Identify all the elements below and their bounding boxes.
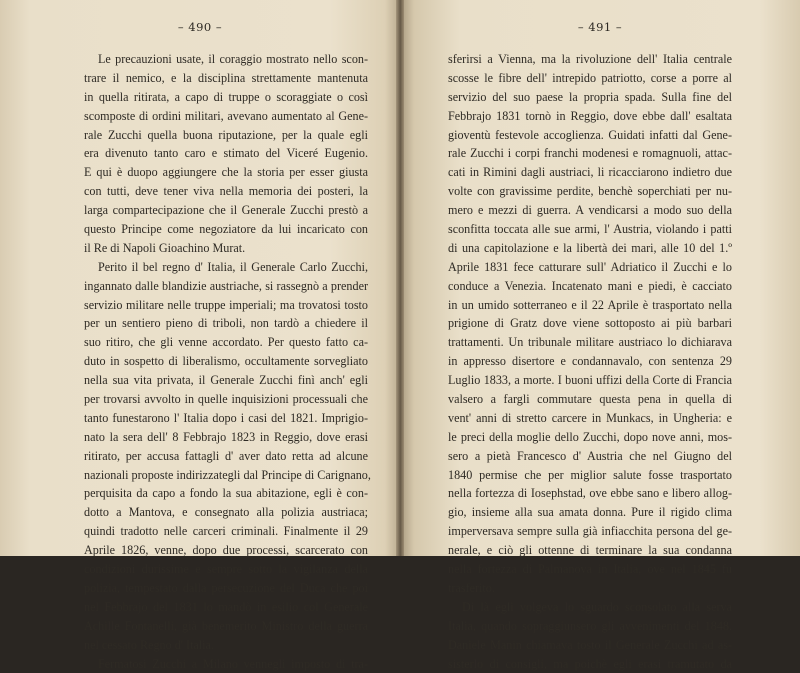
text-line: le preci della moglie dello Zucchi, dopo nove anni, mos-: [448, 428, 732, 447]
text-line: questo Principe come negoziatore da lui incaricato con: [84, 220, 368, 239]
text-line: Achille Fontanelli, già benemerito Ministro della guerra: [84, 617, 368, 636]
text-line: sferirsi a Vienna, ma la rivoluzione dell' Italia centrale: [448, 50, 732, 69]
text-line: Febbrajo 1831 tornò in Reggio, dove ebbe dall' esaltata: [448, 107, 732, 126]
text-line: rale Zucchi i corpi franchi modenesi e romagnuoli, attac-: [448, 144, 732, 163]
text-line: Aprile 1826, venne, dopo due processi, scarcerato con: [84, 541, 368, 560]
text-line: prigione di Gratz dove viene sottoposto ai più barbari: [448, 314, 732, 333]
text-line: nella sua vita privata, il Generale Zucchi finì anch' egli: [84, 371, 368, 390]
text-line: Di là egli volgeva lo sguardo sconsolato alla serva: [448, 598, 732, 617]
text-line: quindi tradotto nelle carceri criminali. Finalmente il 29: [84, 522, 368, 541]
text-line: il Re di Napoli Gioachino Murat.: [84, 239, 368, 258]
text-line: per un sentiero pieno di triboli, non tardò a chiedere il: [84, 314, 368, 333]
text-line: gioventù festevole accoglienza. Guidati infatti dal Gene-: [448, 126, 732, 145]
text-line: nella fortezza di Palmanova in Italia, ove nel 1845 fu: [448, 560, 732, 579]
text-line: E qui è duopo aggiungere che la storia per esser giusta: [84, 163, 368, 182]
text-line: nella fortezza di Iosephstad, ove ebbe sano e libero allog-: [448, 484, 732, 503]
text-line: trare il nemico, e la disciplina strettamente mantenuta: [84, 69, 368, 88]
left-page: [0, 0, 400, 556]
text-line: rale Zucchi quella buona riputazione, per la quale egli: [84, 126, 368, 145]
text-line: volte con gravissime perdite, benchè soperchiati per nu-: [448, 182, 732, 201]
text-line: per trovarsi avvolto in quelle inquisizioni processuali che: [84, 390, 368, 409]
text-line: nazionali proposte indirizzategli dal Principe di Carignano,: [84, 466, 368, 485]
right-page-number: – 491 –: [400, 20, 800, 34]
text-line: nerale, e ciò gli ottenne di terminare la sua condanna: [448, 541, 732, 560]
text-line: cati in Rimini dagli austriaci, li ricacciarono indietro due: [448, 163, 732, 182]
text-line: gio, insieme alla sua amata donna. Pure il rigido clima: [448, 503, 732, 522]
text-line: vent' anni di stretto carcere in Munkacs, in Ungheria: e: [448, 409, 732, 428]
right-page-text: [448, 50, 732, 673]
left-page-text: [84, 50, 368, 673]
book-gutter: [396, 0, 404, 556]
text-line: servizio del suo paese la propria spada. Sulla fine del: [448, 88, 732, 107]
text-line: condizioni durissime e sempre sotto la vigilanza della: [84, 560, 368, 579]
text-line: in appresso disertore e condannavalo, con sentenza 29: [448, 352, 732, 371]
text-line: larga compartecipazione che il Generale Zucchi prestò a: [84, 201, 368, 220]
text-line: Perito il bel regno d' Italia, il Generale Carlo Zucchi,: [84, 258, 368, 277]
right-page: [400, 0, 800, 556]
text-line: valsero a fargli commutare questa pena in quella di: [448, 390, 732, 409]
text-line: Daniele Manin chiamava tosto il Generale Zucchi ad as-: [448, 636, 732, 655]
text-line: Fermatosi Zucchi a Milano vennegli imposto di tra-: [84, 655, 368, 673]
text-line: scosse le fibre dell' intrepido patriotto, corse a porre al: [448, 69, 732, 88]
text-line: polizia, tempestato dalla persecuzione del Duca che poi: [84, 579, 368, 598]
text-line: imperversava sempre sulla già infiacchita persona del ge-: [448, 522, 732, 541]
text-line: in un umido sotterraneo e il 22 Aprile è trasportato nella: [448, 296, 732, 315]
text-line: ingannato dalle blandizie austriache, si rassegnò a prender: [84, 277, 368, 296]
text-line: Aprile 1831 fece catturare sull' Adriatico il Zucchi e lo: [448, 258, 732, 277]
text-line: mero e mezzi di guerra. A vendicarsi a modo suo della: [448, 201, 732, 220]
text-line: tanto funestarono l' Italia dopo i casi del 1821. Imprigio-: [84, 409, 368, 428]
text-line: suo ritiro, che gli venne accordato. Per questo fatto ca-: [84, 333, 368, 352]
text-line: conduce a Venezia. Incatenato mani e piedi, è cacciato: [448, 277, 732, 296]
text-line: con tutti, deve tener viva nella memoria dei posteri, la: [84, 182, 368, 201]
text-line: nel cessato Regno d' Italia.: [84, 636, 368, 655]
text-line: Italia, quando sopraggiunsero gli avvenimenti del 1848.: [448, 617, 732, 636]
text-line: nato la sera dell' 8 Febbrajo 1823 in Reggio, dove erasi: [84, 428, 368, 447]
text-line: trattamenti. Un tribunale militare austriaco lo dichiarava: [448, 333, 732, 352]
text-line: in quella ritirata, a capo di truppe o scoraggiate o così: [84, 88, 368, 107]
text-line: nel Febbrajo del 1831 lo mandò in esilio col Generale: [84, 598, 368, 617]
text-line: sconfitta toccata alle sue armi, l' Austria, violando i patti: [448, 220, 732, 239]
text-line: servizio militare nelle truppe imperiali; ma trovatosi tosto: [84, 296, 368, 315]
text-line: 1840 permise che per miglior salute fosse trasportato: [448, 466, 732, 485]
left-page-number: – 490 –: [0, 20, 400, 34]
text-line: perquisita da capo a fondo la sua abitazione, egli è con-: [84, 484, 368, 503]
text-line: ritirato, per accusa fattagli d' aver dato retta ad alcune: [84, 447, 368, 466]
text-line: era divenuto tanto caro e stimato del Viceré Eugenio.: [84, 144, 368, 163]
text-line: sero a pietà Francesco d' Austria che nel Giugno del: [448, 447, 732, 466]
text-line: dotto a Mantova, e consegnato alla polizia austriaca;: [84, 503, 368, 522]
text-line: trasferito.: [448, 579, 732, 598]
text-line: scomposte di ordini militari, avevano aumentato al Gene-: [84, 107, 368, 126]
text-line: Luglio 1833, a morte. I buoni uffizi della Corte di Francia: [448, 371, 732, 390]
text-line: duto in sospetto di liberalismo, occultamente sorvegliato: [84, 352, 368, 371]
text-line: Le precauzioni usate, il coraggio mostrato nello scon-: [84, 50, 368, 69]
text-line: di una capitolazione e la libertà dei mari, alle 10 del 1.º: [448, 239, 732, 258]
text-line: sisterlo di consigli, ma poichè egli erasi tramutato da: [448, 655, 732, 673]
